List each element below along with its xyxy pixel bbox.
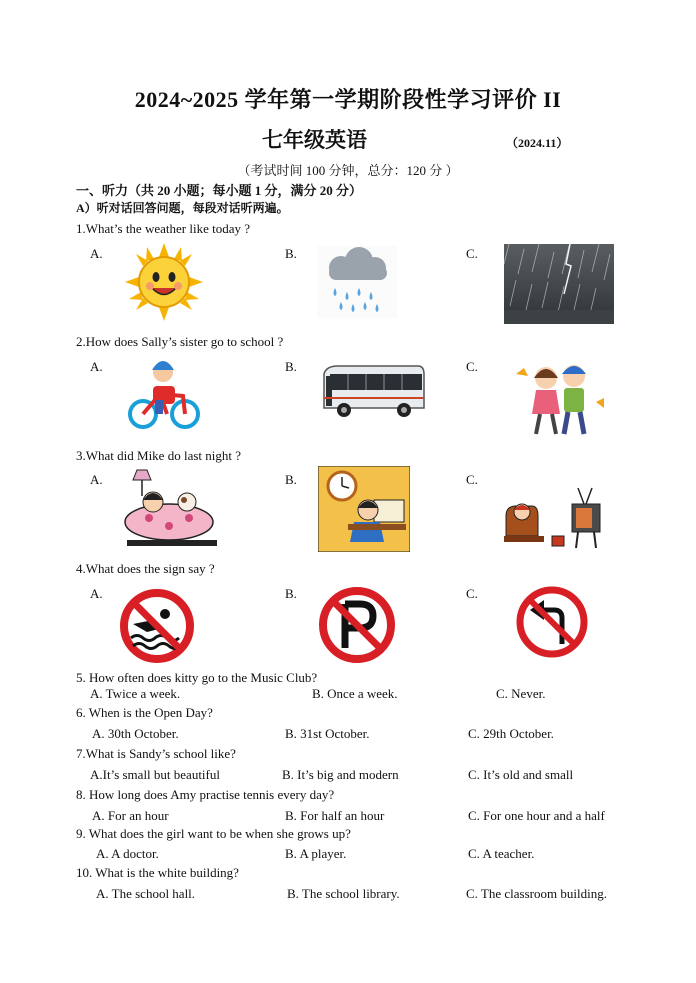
sleeping-icon xyxy=(123,466,221,548)
q6-option-b: B. 31st October. xyxy=(285,726,370,741)
exam-subtitle: 七年级英语 xyxy=(262,128,367,152)
q6-option-c: C. 29th October. xyxy=(468,726,554,741)
q1-label-a: A. xyxy=(90,246,103,261)
q3-label-c: C. xyxy=(466,472,478,487)
no-parking-sign-icon xyxy=(318,586,396,664)
watching-tv-icon xyxy=(500,486,604,552)
question-4: 4.What does the sign say ? xyxy=(76,561,215,576)
question-2: 2.How does Sally’s sister go to school ? xyxy=(76,334,284,349)
bike-icon xyxy=(125,354,203,432)
question-7: 7.What is Sandy’s school like? xyxy=(76,746,236,761)
q8-option-c: C. For one hour and a half xyxy=(468,808,605,823)
question-3: 3.What did Mike do last night ? xyxy=(76,448,242,463)
exam-date: （2024.11） xyxy=(506,136,569,150)
q5-option-b: B. Once a week. xyxy=(312,686,398,701)
rain-cloud-icon xyxy=(317,246,397,318)
q4-label-a: A. xyxy=(90,586,103,601)
exam-info: （考试时间 100 分钟，总分：120 分 ） xyxy=(237,163,459,178)
q2-label-b: B. xyxy=(285,359,297,374)
homework-icon xyxy=(318,466,410,552)
q7-option-a: A.It’s small but beautiful xyxy=(90,767,220,782)
walking-kids-icon xyxy=(512,358,608,440)
section-heading: 一、听力（共 20 小题；每小题 1 分，满分 20 分） xyxy=(76,183,363,198)
q10-option-b: B. The school library. xyxy=(287,886,400,901)
q5-option-a: A. Twice a week. xyxy=(90,686,181,701)
no-swimming-sign-icon xyxy=(119,588,195,664)
sun-icon xyxy=(125,243,203,321)
q3-label-b: B. xyxy=(285,472,297,487)
question-8: 8. How long does Amy practise tennis every day? xyxy=(76,787,335,802)
question-1: 1.What’s the weather like today ? xyxy=(76,221,250,236)
question-10: 10. What is the white building? xyxy=(76,865,239,880)
q2-label-a: A. xyxy=(90,359,103,374)
q9-option-a: A. A doctor. xyxy=(96,846,159,861)
q5-option-c: C. Never. xyxy=(496,686,546,701)
question-5: 5. How often does kitty go to the Music Club? xyxy=(76,670,318,685)
section-instruction: A）听对话回答问题，每段对话听两遍。 xyxy=(76,201,289,215)
q9-option-b: B. A player. xyxy=(285,846,347,861)
question-9: 9. What does the girl want to be when she grows up? xyxy=(76,826,351,841)
q8-option-b: B. For half an hour xyxy=(285,808,385,823)
q10-option-c: C. The classroom building. xyxy=(466,886,607,901)
q8-option-a: A. For an hour xyxy=(92,808,169,823)
rainstorm-photo xyxy=(504,244,614,324)
q2-label-c: C. xyxy=(466,359,478,374)
q6-option-a: A. 30th October. xyxy=(92,726,179,741)
q1-label-b: B. xyxy=(285,246,297,261)
no-left-turn-sign-icon xyxy=(516,586,588,658)
q7-option-b: B. It’s big and modern xyxy=(282,767,399,782)
bus-icon xyxy=(318,352,430,426)
question-6: 6. When is the Open Day? xyxy=(76,705,213,720)
q7-option-c: C. It’s old and small xyxy=(468,767,574,782)
q9-option-c: C. A teacher. xyxy=(468,846,535,861)
q4-label-b: B. xyxy=(285,586,297,601)
q4-label-c: C. xyxy=(466,586,478,601)
q10-option-a: A. The school hall. xyxy=(96,886,196,901)
exam-title: 2024~2025 学年第一学期阶段性学习评价 II xyxy=(134,87,562,112)
q3-label-a: A. xyxy=(90,472,103,487)
q1-label-c: C. xyxy=(466,246,478,261)
